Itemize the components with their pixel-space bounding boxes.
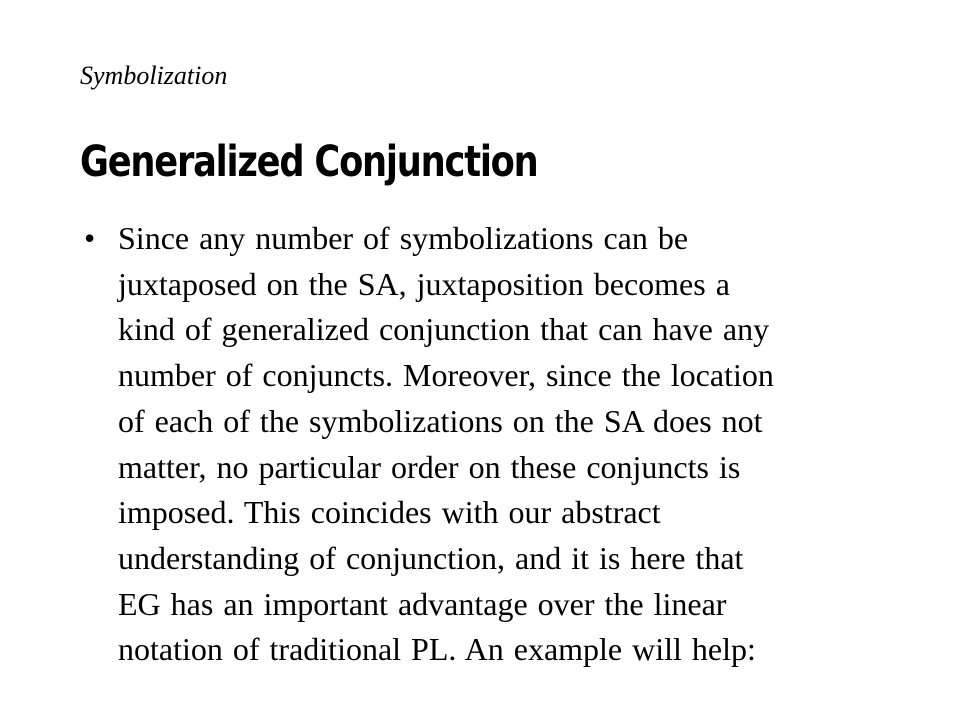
slide-title: Generalized Conjunction — [80, 137, 538, 187]
bullet-line: imposed. This coincides with our abstract — [118, 494, 661, 531]
slide-subtitle: Symbolization — [80, 61, 228, 90]
bullet-item — [80, 216, 880, 673]
bullet-line: juxtaposed on the SA, juxtaposition becomes a — [118, 265, 730, 302]
bullet-line: matter, no particular order on these conjuncts is — [118, 448, 741, 485]
bullet-line: EG has an important advantage over the linear — [118, 585, 727, 622]
bullet-line: notation of traditional PL. An example will help: — [118, 631, 756, 668]
bullet-list — [80, 216, 880, 673]
bullet-line: kind of generalized conjunction that can have any — [118, 311, 770, 348]
bullet-line: Since any number of symbolizations can be — [118, 220, 689, 256]
bullet-line: number of conjuncts. Moreover, since the location — [118, 357, 774, 394]
bullet-icon: • — [84, 220, 96, 256]
bullet-line: understanding of conjunction, and it is here that — [118, 539, 744, 576]
bullet-line: of each of the symbolizations on the SA does not — [118, 402, 763, 439]
